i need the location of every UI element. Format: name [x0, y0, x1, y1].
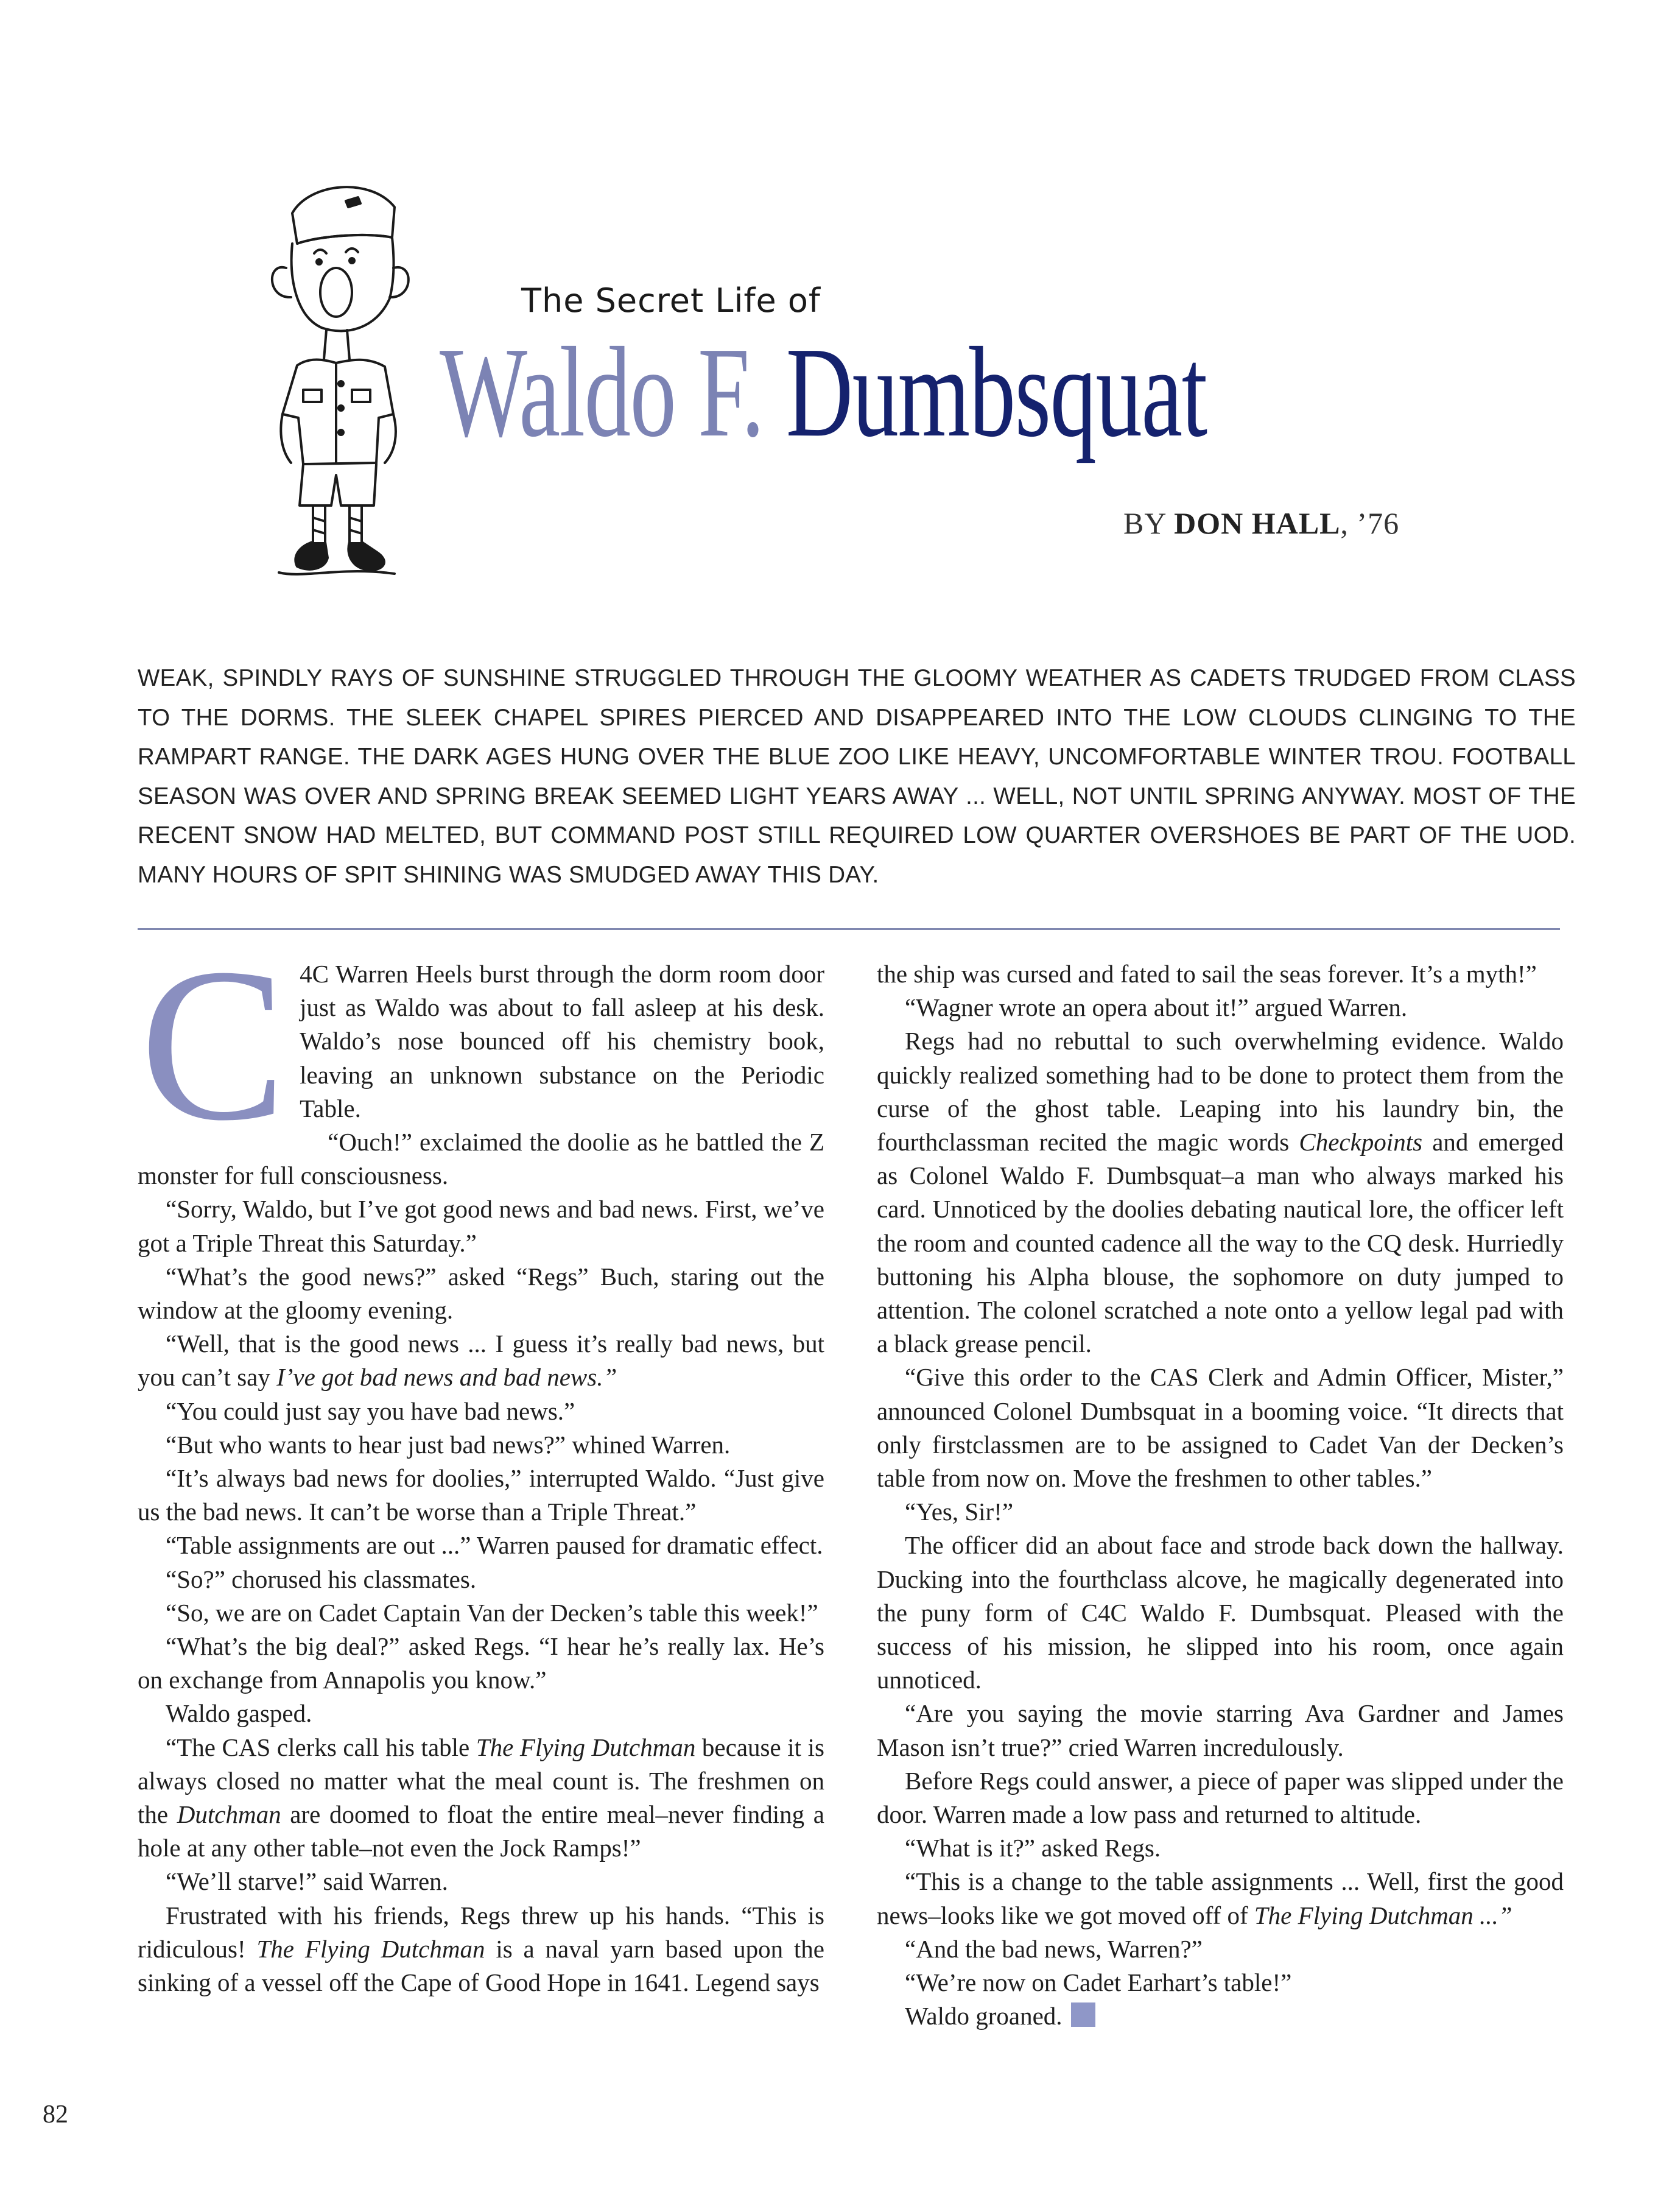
drop-cap: C — [140, 923, 287, 1166]
emphasis: Checkpoints — [1299, 1128, 1423, 1157]
paragraph: “What’s the good news?” asked “Regs” Buch, staring out the window at the gloomy evening. — [138, 1262, 824, 1325]
cadet-cartoon-icon — [255, 177, 414, 591]
paragraph: “We’ll starve!” said Warren. — [166, 1867, 448, 1896]
emphasis: The Flying Dutchman — [256, 1934, 485, 1963]
paragraph: the ship was cursed and fated to sail the seas forever. It’s a myth!” — [877, 960, 1537, 988]
paragraph: “Give this order to the CAS Clerk and Admin Officer, Mister,” announced Colonel Dumbsquat in a booming voice. “It directs that only firstclassmen are to be assigned to Cadet Van der Decken’s table from now on. Move the freshmen to other tables.” — [877, 1363, 1564, 1493]
paragraph-text: “The CAS clerks call his table — [166, 1733, 476, 1761]
byline — [1123, 505, 1399, 541]
body-column-left — [138, 923, 824, 1999]
paragraph: “So, we are on Cadet Captain Van der Decken’s table this week!” — [166, 1598, 818, 1627]
paragraph-text: 4C Warren Heels burst through the dorm room door just as Waldo was about to fall asleep at his desk. Waldo’s nose bounced off his chemistry book, leaving an unknown substance on the Periodic Table. — [300, 960, 824, 1122]
paragraph: “What’s the big deal?” asked Regs. “I hear he’s really lax. He’s on exchange from Annapolis you know.” — [138, 1632, 824, 1694]
section-divider — [138, 928, 1560, 930]
paragraph: “And the bad news, Warren?” — [905, 1934, 1203, 1963]
paragraph — [138, 1731, 824, 1865]
paragraph — [877, 1024, 1564, 1361]
checkbox-icon: ✓ — [1071, 2002, 1095, 2027]
paragraph-text: are doomed to float the entire meal–never finding a hole at any other table–not even the Jock Ramps!” — [138, 1800, 824, 1862]
paragraph: “Table assignments are out ...” Warren paused for dramatic effect. — [166, 1531, 823, 1560]
paragraph-text: Waldo groaned. — [905, 2002, 1063, 2031]
paragraph-text: Regs had no rebuttal to such overwhelming evidence. Waldo quickly realized something had to be done to protect them from the curse of the ghost table. Leaping into his laundry bin, the fourthclassman recited the magic words — [877, 1027, 1564, 1157]
paragraph: “Wagner wrote an opera about it!” argued Warren. — [905, 993, 1408, 1022]
paragraph — [138, 1327, 824, 1394]
paragraph: “It’s always bad news for doolies,” interrupted Waldo. “Just give us the bad news. It can’t be worse than a Triple Threat.” — [138, 1464, 824, 1526]
byline-class-year: , ’76 — [1340, 506, 1400, 540]
paragraph: “Ouch!” exclaimed the doolie as he battled the Z monster for full consciousness. — [138, 1128, 824, 1190]
paragraph-text: because it is always closed no matter what the meal count is. The freshmen on the — [138, 1733, 824, 1829]
title-last-name: Dumbsquat — [785, 320, 1207, 463]
paragraph-text: “This is a change to the table assignments ... Well, first the good news–looks like we got moved off of — [877, 1867, 1564, 1929]
paragraph: The officer did an about face and strode back down the hallway. Ducking into the fourthclass alcove, he magically degenerated into the puny form of C4C Waldo F. Dumbsquat. Pleased with the success of his mission, he slipped into his room, once again unnoticed. — [877, 1531, 1564, 1694]
paragraph — [877, 1865, 1564, 1932]
byline-author: DON HALL — [1174, 506, 1341, 540]
paragraph: “So?” chorused his classmates. — [166, 1565, 477, 1593]
paragraph — [877, 1996, 1564, 2033]
paragraph-text: and emerged as Colonel Waldo F. Dumbsquat–a man who always marked his card. Unnoticed by the doolies debating nautical lore, the officer left the room and counted cadence all the way to the CQ desk. Hurriedly buttoning his Alpha blouse, the sophomore on duty jumped to attention. The colonel scratched a note onto a yellow legal pad with a black grease pencil. — [877, 1128, 1564, 1358]
title-first-name: Waldo F. — [440, 320, 764, 463]
body-column-right — [877, 957, 1564, 2034]
article-title — [440, 320, 1207, 463]
paragraph — [138, 1899, 824, 2000]
paragraph: Before Regs could answer, a piece of paper was slipped under the door. Warren made a low pass and returned to altitude. — [877, 1766, 1564, 1829]
paragraph: Waldo gasped. — [166, 1699, 312, 1728]
paragraph: “We’re now on Cadet Earhart’s table!” — [905, 1968, 1292, 1997]
article-dek: WEAK, SPINDLY RAYS OF SUNSHINE STRUGGLED THROUGH THE GLOOMY WEATHER AS CADETS TRUDGED FROM CLASS TO THE DORMS. THE SLEEK CHAPEL SPIRES PIERCED AND DISAPPEARED INTO THE LOW CLOUDS CLINGING TO THE RAMPART RANGE. THE DARK AGES HUNG OVER THE BLUE ZOO LIKE HEAVY, UNCOMFORTABLE WINTER TROU. FOOTBALL SEASON WAS OVER AND SPRING BREAK SEEMED LIGHT YEARS AWAY ... WELL, NOT UNTIL SPRING ANYWAY. MOST OF THE RECENT SNOW HAD MELTED, BUT COMMAND POST STILL REQUIRED LOW QUARTER OVERSHOES BE PART OF THE UOD. MANY HOURS OF SPIT SHINING WAS SMUDGED AWAY THIS DAY. — [138, 665, 1576, 888]
paragraph-text: is a naval yarn based upon the sinking of a vessel off the Cape of Good Hope in 1641. Legend says — [138, 1934, 824, 1997]
page-number: 82 — [43, 2101, 68, 2129]
article-kicker: The Secret Life of — [521, 281, 821, 320]
emphasis: I’ve got bad news and bad news.” — [276, 1363, 617, 1392]
paragraph: “What is it?” asked Regs. — [905, 1834, 1161, 1862]
emphasis: Dutchman — [177, 1800, 281, 1829]
paragraph-text: “Well, that is the good news ... I guess it’s really bad news, but you can’t say — [138, 1330, 824, 1392]
emphasis: The Flying Dutchman ...” — [1254, 1901, 1512, 1929]
paragraph-text: Frustrated with his friends, Regs threw up his hands. “This is ridiculous! — [138, 1901, 824, 1963]
paragraph: “But who wants to hear just bad news?” whined Warren. — [166, 1430, 731, 1459]
byline-prefix: BY — [1123, 506, 1166, 540]
paragraph: “Yes, Sir!” — [905, 1498, 1014, 1526]
paragraph: “You could just say you have bad news.” — [166, 1397, 575, 1425]
paragraph: “Are you saying the movie starring Ava Gardner and James Mason isn’t true?” cried Warren incredulously. — [877, 1699, 1564, 1761]
emphasis: The Flying Dutchman — [476, 1733, 696, 1761]
paragraph: “Sorry, Waldo, but I’ve got good news and bad news. First, we’ve got a Triple Threat this Saturday.” — [138, 1195, 824, 1257]
